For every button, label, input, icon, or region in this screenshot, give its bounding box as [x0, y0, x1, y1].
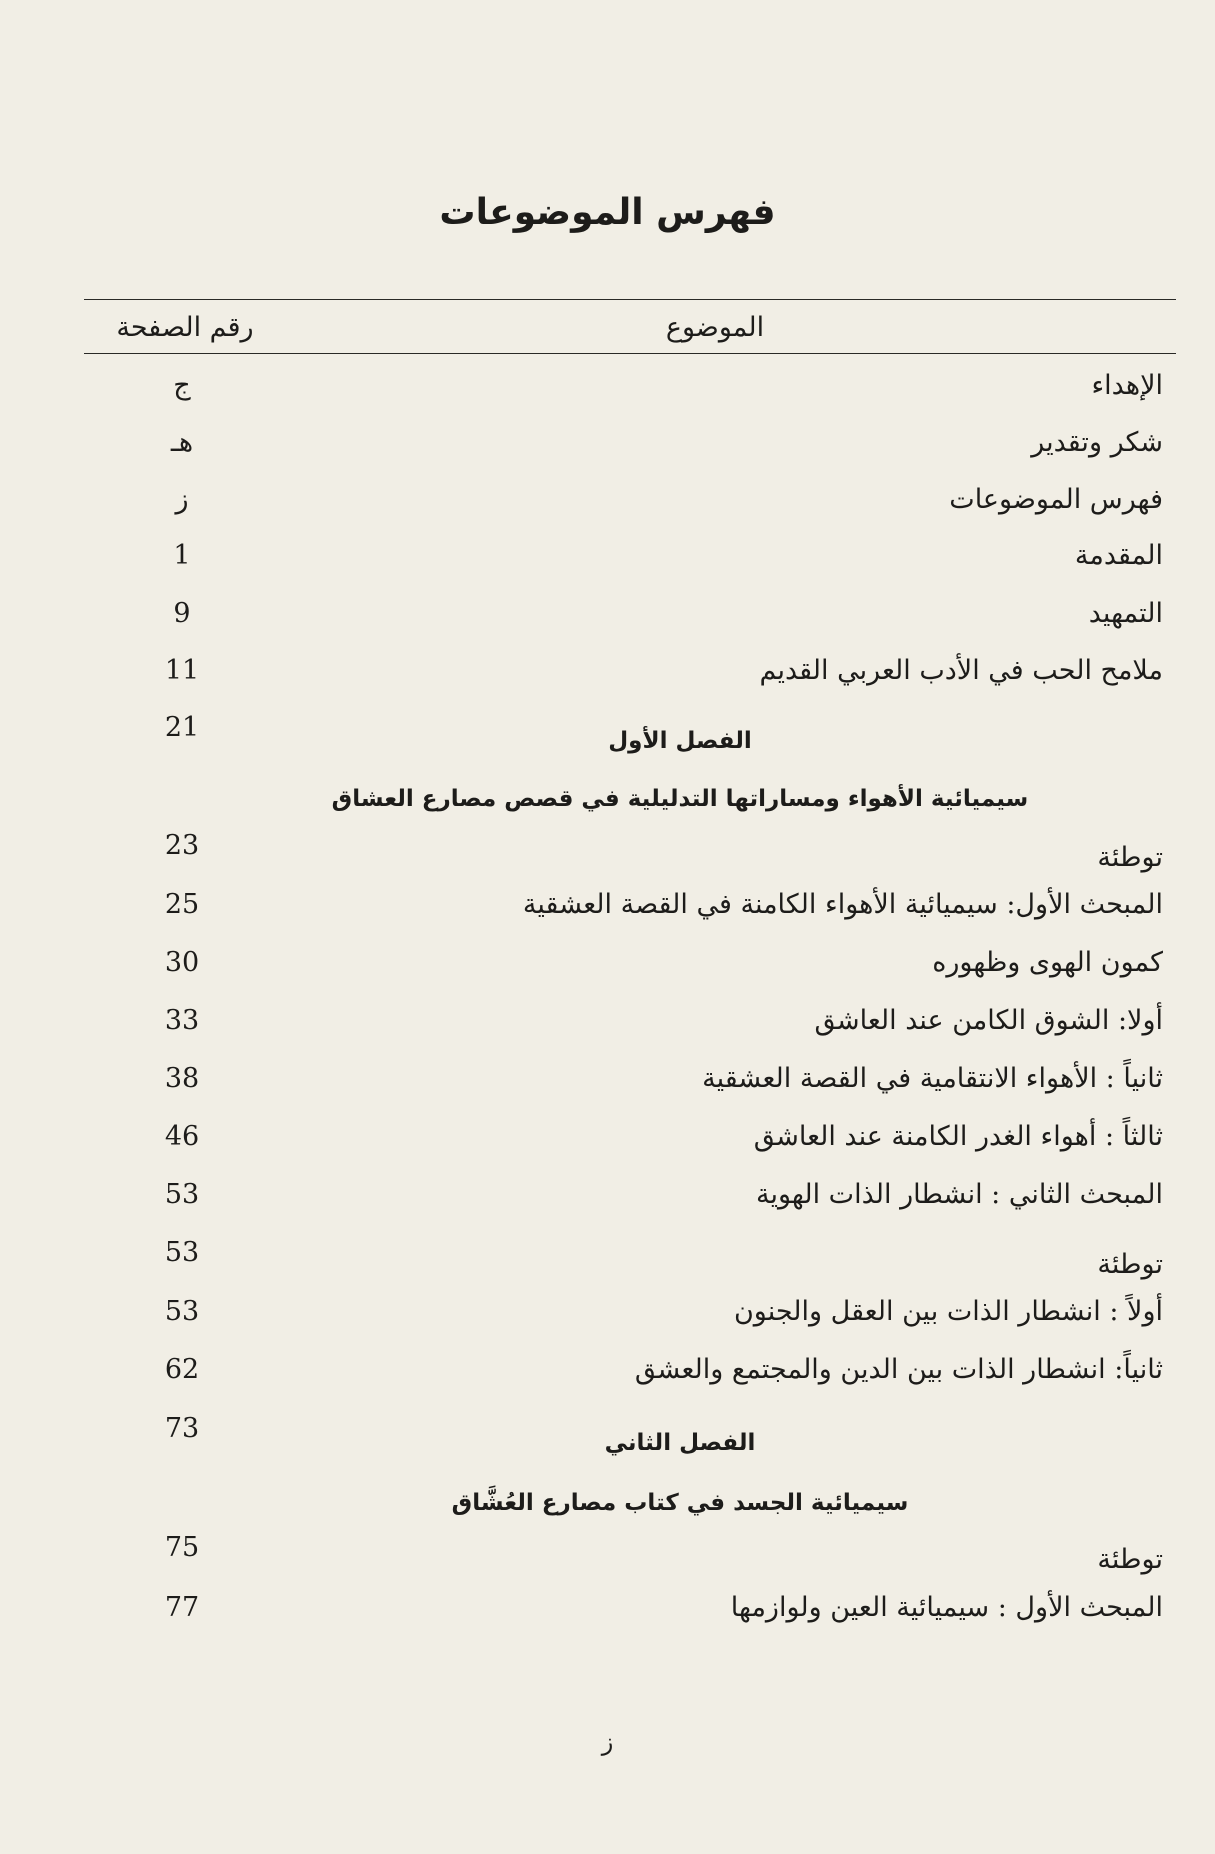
toc-entry — [0, 1121, 1215, 1179]
column-header-topic: الموضوع — [665, 312, 765, 343]
toc-entry-page: 53 — [164, 1237, 200, 1268]
toc-entry — [0, 1005, 1215, 1063]
toc-entry-title: كمون الهوى وظهوره — [932, 947, 1163, 978]
toc-entry — [0, 1063, 1215, 1121]
page-title: فهرس الموضوعات — [439, 192, 776, 233]
toc-entry — [0, 1532, 1215, 1590]
toc-entry-title: فهرس الموضوعات — [949, 484, 1163, 515]
toc-entry-title: توطئة — [1097, 1249, 1163, 1280]
toc-entry-title: المبحث الثاني : انشطار الذات الهوية — [755, 1179, 1163, 1210]
toc-entry-page: 1 — [173, 540, 191, 571]
toc-entry-title: ثانياً : الأهواء الانتقامية في القصة العشقية — [702, 1063, 1163, 1094]
toc-entry-page: 21 — [164, 712, 200, 743]
toc-entry-page: 73 — [164, 1413, 200, 1444]
toc-entry-title: ملامح الحب في الأدب العربي القديم — [759, 655, 1163, 686]
column-header-page-number: رقم الصفحة — [116, 312, 254, 343]
chapter-one-title: سيميائية الأهواء ومساراتها التدليلية في قصص مصارع العشاق — [331, 786, 1029, 812]
chapter-two-title: سيميائية الجسد في كتاب مصارع العُشَّاق — [451, 1490, 909, 1516]
toc-entry-title: ثالثاً : أهواء الغدر الكامنة عند العاشق — [753, 1121, 1163, 1152]
toc-entry-title: الإهداء — [1091, 370, 1163, 401]
toc-entry-page: 11 — [164, 655, 200, 686]
toc-entry-title: ثانياً: انشطار الذات بين الدين والمجتمع والعشق — [634, 1354, 1163, 1385]
toc-entry-title: توطئة — [1097, 842, 1163, 873]
toc-entry-title: المبحث الأول: سيميائية الأهواء الكامنة في القصة العشقية — [522, 889, 1163, 920]
toc-entry — [0, 427, 1215, 485]
toc-entry-page: 53 — [164, 1179, 200, 1210]
chapter-one-label: الفصل الأول — [608, 728, 752, 754]
toc-entry-title: المبحث الأول : سيميائية العين ولوازمها — [730, 1592, 1163, 1623]
toc-entry — [0, 1296, 1215, 1354]
toc-entry-page: 77 — [164, 1592, 200, 1623]
toc-entry — [0, 655, 1215, 713]
toc-entry — [0, 947, 1215, 1005]
toc-entry-title: توطئة — [1097, 1544, 1163, 1575]
toc-entry-title: شكر وتقدير — [1031, 427, 1163, 458]
toc-entry-page: 33 — [164, 1005, 200, 1036]
toc-entry-page: 9 — [173, 598, 191, 629]
toc-entry-page: 38 — [164, 1063, 200, 1094]
toc-entry-title: التمهيد — [1088, 598, 1163, 629]
toc-entry-title: أولا: الشوق الكامن عند العاشق — [814, 1005, 1163, 1036]
toc-entry-page: 53 — [164, 1296, 200, 1327]
toc-entry-title: المقدمة — [1074, 540, 1163, 571]
toc-entry — [0, 370, 1215, 428]
toc-entry — [0, 889, 1215, 947]
toc-entry-page: ج — [173, 370, 191, 401]
chapter-two-label: الفصل الثاني — [604, 1430, 756, 1456]
toc-entry — [0, 484, 1215, 542]
page-number-footer: ز — [601, 1728, 614, 1756]
toc-entry — [0, 540, 1215, 598]
toc-entry-page: 23 — [164, 830, 200, 861]
toc-entry-title: أولاً : انشطار الذات بين العقل والجنون — [733, 1296, 1163, 1327]
toc-entry — [0, 598, 1215, 656]
toc-entry-page: 25 — [164, 889, 200, 920]
toc-entry-page: 75 — [164, 1532, 200, 1563]
toc-entry — [0, 1237, 1215, 1295]
toc-entry — [0, 830, 1215, 888]
toc-entry-page: 30 — [164, 947, 200, 978]
toc-entry-page: ز — [175, 484, 189, 515]
toc-entry — [0, 1354, 1215, 1412]
toc-entry-page: 46 — [164, 1121, 200, 1152]
toc-entry — [0, 1179, 1215, 1237]
toc-entry-page: 62 — [164, 1354, 200, 1385]
toc-entry — [0, 1592, 1215, 1650]
toc-entry-page: هـ — [170, 427, 194, 458]
